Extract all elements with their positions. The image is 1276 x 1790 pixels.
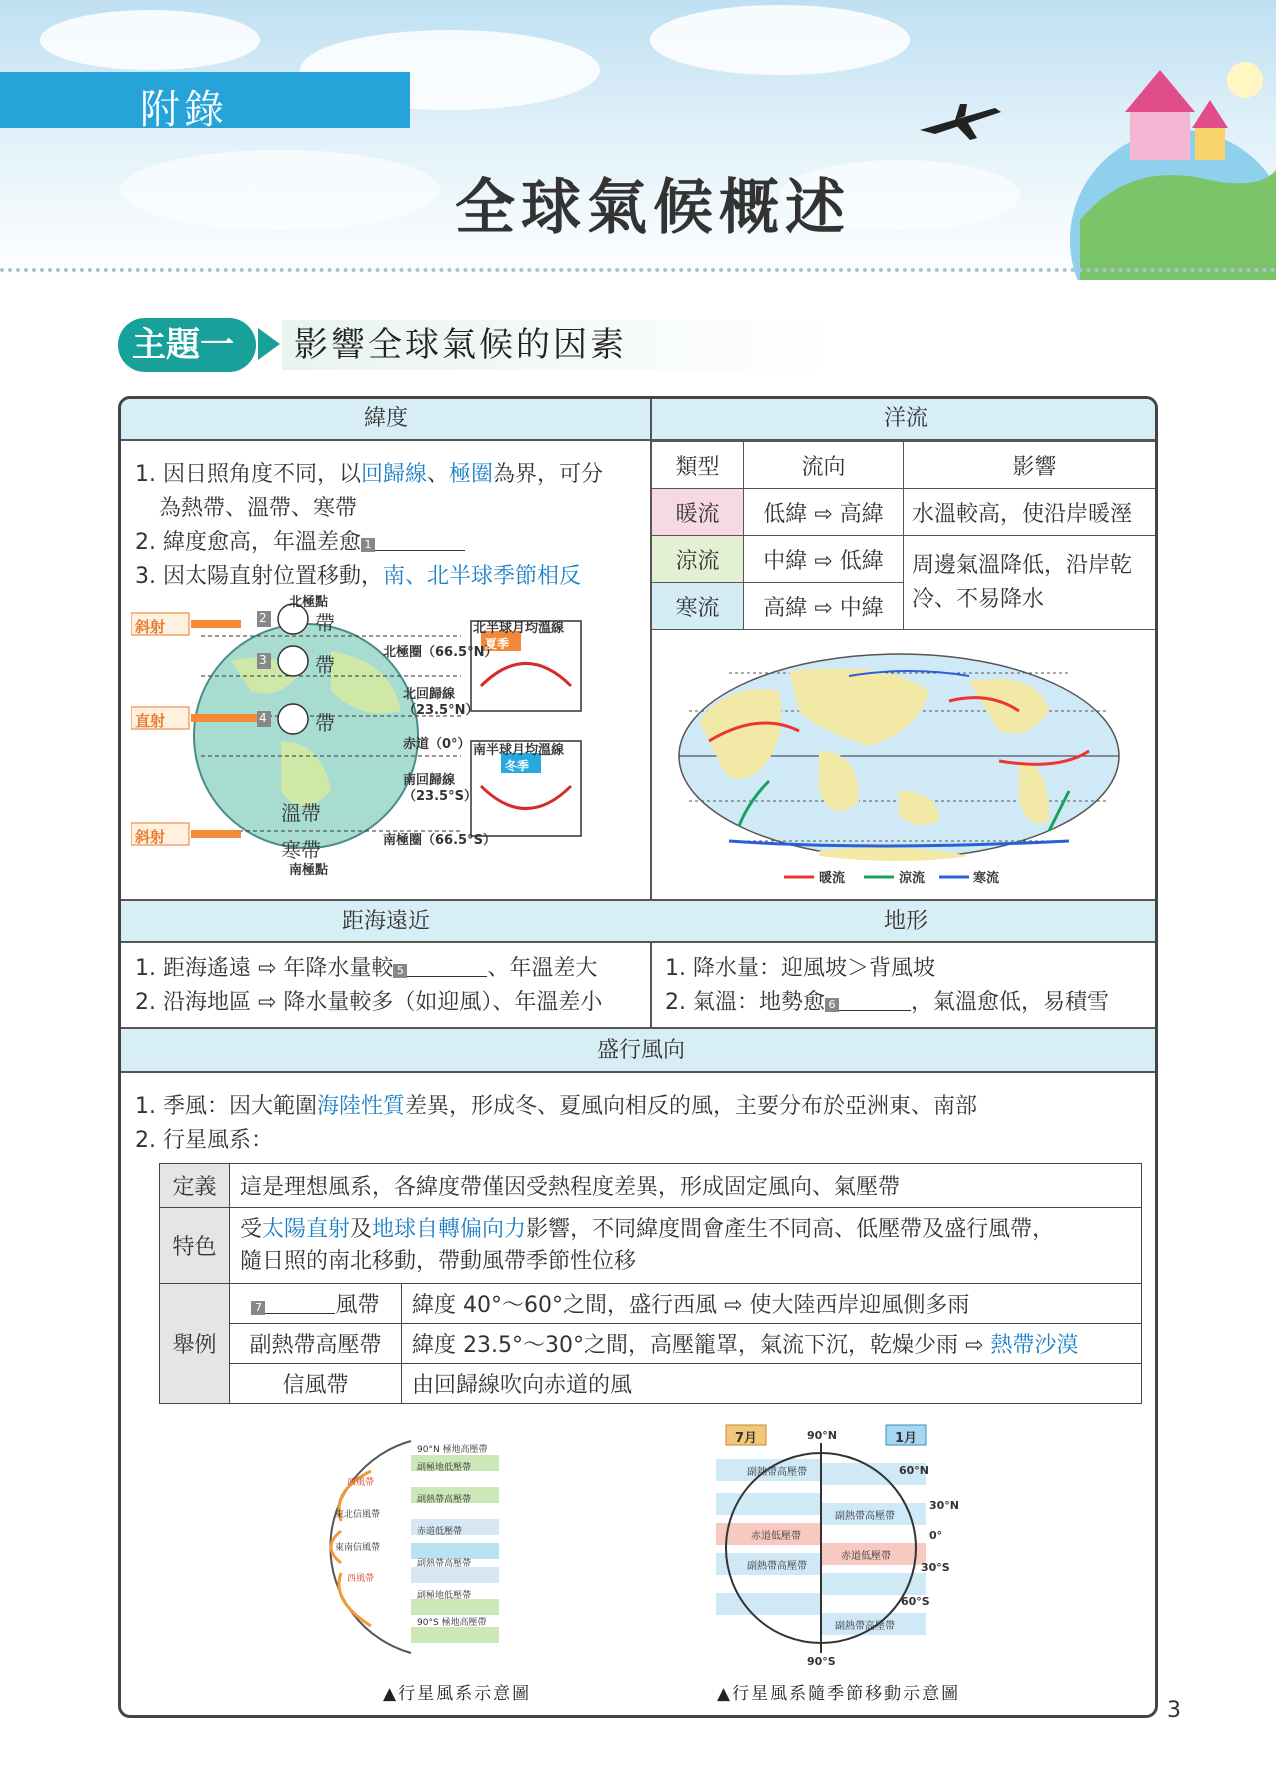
col-header: 影響 xyxy=(904,442,1159,489)
july-label: 7月 xyxy=(735,1431,758,1446)
fig2-left-label: 赤道低壓帶 xyxy=(751,1531,801,1542)
fill-blank xyxy=(375,550,465,551)
fig2-left-label: 副熱帶高壓帶 xyxy=(747,1467,807,1478)
fig2-caption: ▲行星風系隨季節移動示意圖 xyxy=(717,1684,961,1704)
dotted-divider xyxy=(0,268,1276,272)
lat-label: 0° xyxy=(929,1529,943,1542)
fig1-label: 東南信風帶 xyxy=(335,1543,381,1553)
effect-cell: 周邊氣溫降低，沿岸乾 冷、不易降水 xyxy=(904,536,1159,630)
cloud-decoration xyxy=(650,5,910,75)
winter-label: 冬季 xyxy=(505,759,530,773)
direct-label: 直射 xyxy=(135,712,166,730)
definition-label: 定義 xyxy=(160,1164,230,1208)
direction-cell: 高緯 ⇨ 中緯 xyxy=(744,583,904,630)
lat-90n: 90°N xyxy=(807,1429,838,1442)
example-desc: 緯度 23.5°～30°之間，高壓籠罩，氣流下沉，乾燥少雨 ⇨ 熱帶沙漠 xyxy=(402,1324,1142,1364)
oblique-label: 斜射 xyxy=(135,828,166,846)
north-pole-label: 北極點 xyxy=(289,595,329,610)
latitude-line-3: 3. 因太陽直射位置移動，南、北半球季節相反 xyxy=(135,564,581,589)
terrain-line-1: 1. 降水量：迎風坡＞背風坡 xyxy=(665,956,935,981)
answer-box: 2 xyxy=(259,611,267,625)
fig2-right-label: 赤道低壓帶 xyxy=(841,1551,891,1562)
temperate-label: 溫帶 xyxy=(281,801,321,825)
example-name: 信風帶 xyxy=(230,1364,402,1404)
legend-cool: 涼流 xyxy=(899,871,926,886)
topic-title: 影響全球氣候的因素 xyxy=(282,320,842,370)
answer-box: 1 xyxy=(361,538,375,552)
example-name: 7 風帶 xyxy=(230,1284,402,1324)
lat-90s: 90°S xyxy=(807,1655,836,1668)
tropic-cancer-label: 北回歸線 xyxy=(403,687,456,702)
topic-pill: 主題一 xyxy=(118,318,256,372)
wind-line-1: 1. 季風：因大範圍海陸性質差異，形成冬、夏風向相反的風，主要分布於亞洲東、南部 xyxy=(135,1094,978,1119)
fig2-left-label: 副熱帶高壓帶 xyxy=(747,1561,807,1572)
type-warm: 暖流 xyxy=(652,489,744,536)
latitude-line-2: 2. 緯度愈高，年溫差愈 1 xyxy=(135,525,465,556)
distance-line-2: 2. 沿海地區 ⇨ 降水量較多（如迎風）、年溫差小 xyxy=(135,990,603,1015)
example-desc: 緯度 40°～60°之間，盛行西風 ⇨ 使大陸西岸迎風側多雨 xyxy=(402,1284,1142,1324)
effect-cell: 水溫較高，使沿岸暖溼 xyxy=(904,489,1159,536)
wind-heading: 盛行風向 xyxy=(121,1027,1158,1073)
tropic-cancer-lat: （23.5°N） xyxy=(403,703,479,718)
type-cold: 寒流 xyxy=(652,583,744,630)
example-name: 副熱帶高壓帶 xyxy=(230,1324,402,1364)
fig1-label: 副極地低壓帶 xyxy=(417,1463,472,1473)
definition-text: 這是理想風系，各緯度帶僅因受熱程度差異，形成固定風向、氣壓帶 xyxy=(230,1164,1142,1208)
example-desc: 由回歸線吹向赤道的風 xyxy=(402,1364,1142,1404)
col-header: 類型 xyxy=(652,442,744,489)
oblique-label: 斜射 xyxy=(135,618,166,636)
lat-label: 60°N xyxy=(899,1464,930,1477)
fig1-label: 西風帶 xyxy=(347,1574,375,1584)
airplane-icon xyxy=(915,100,1005,145)
lat-label: 60°S xyxy=(901,1595,930,1608)
latitude-line-1: 1. 因日照角度不同，以回歸線、極圈為界，可分 xyxy=(135,462,604,487)
ocean-current-table xyxy=(651,441,1158,630)
fig1-label: 副熱帶高壓帶 xyxy=(417,1495,472,1505)
fill-blank xyxy=(265,1313,335,1314)
fig1-label: 90°S 極地高壓帶 xyxy=(417,1618,487,1628)
latitude-heading: 緯度 xyxy=(121,399,651,441)
distance-line-1: 1. 距海遙遠 ⇨ 年降水量較 5 、年溫差大 xyxy=(135,956,598,981)
fig2-right-label: 副熱帶高壓帶 xyxy=(835,1621,895,1632)
topic-arrow-icon xyxy=(258,328,280,360)
seasonal-wind-shift-diagram xyxy=(716,1423,946,1673)
col-header: 流向 xyxy=(744,442,904,489)
arctic-circle-label: 北極圈（66.5°N） xyxy=(383,645,498,660)
lat-label: 30°N xyxy=(929,1499,960,1512)
answer-box: 7 xyxy=(251,1301,265,1315)
page-number: 3 xyxy=(1167,1698,1181,1723)
zone-band-label: 帶 xyxy=(315,711,335,735)
appendix-label: 附錄 xyxy=(140,87,228,133)
page-header xyxy=(0,0,1276,280)
equator-label: 赤道（0°） xyxy=(403,737,471,752)
answer-box: 5 xyxy=(393,964,407,978)
distance-heading: 距海遠近 xyxy=(121,899,651,943)
content-frame xyxy=(118,396,1158,1718)
antarctic-circle-label: 南極圈（66.5°S） xyxy=(383,833,496,848)
fig1-label: 東北信風帶 xyxy=(335,1510,381,1520)
south-pole-label: 南極點 xyxy=(289,863,329,878)
tropic-capricorn-label: 南回歸線 xyxy=(403,773,456,788)
fig1-caption: ▲行星風系示意圖 xyxy=(383,1684,532,1704)
cloud-decoration xyxy=(120,150,440,230)
ocean-heading: 洋流 xyxy=(651,399,1158,441)
answer-box: 3 xyxy=(259,653,267,667)
ocean-current-map xyxy=(669,651,1144,891)
direction-cell: 中緯 ⇨ 低緯 xyxy=(744,536,904,583)
wind-line-2: 2. 行星風系： xyxy=(135,1128,273,1153)
fig1-label: 90°N 極地高壓帶 xyxy=(417,1445,488,1455)
latitude-line-1-cont: 為熱帶、溫帶、寒帶 xyxy=(159,496,358,521)
direction-cell: 低緯 ⇨ 高緯 xyxy=(744,489,904,536)
fig1-label: 西風帶 xyxy=(347,1478,375,1488)
legend-warm: 暖流 xyxy=(819,871,846,886)
tropic-capricorn-lat: （23.5°S） xyxy=(403,789,477,804)
feature-label: 特色 xyxy=(160,1208,230,1284)
fig1-label: 赤道低壓帶 xyxy=(417,1527,463,1537)
summer-label: 夏季 xyxy=(485,637,510,651)
terrain-line-2: 2. 氣溫：地勢愈 6 ，氣溫愈低，易積雪 xyxy=(665,990,1109,1015)
zone-band-label: 帶 xyxy=(315,653,335,677)
zone-band-label: 帶 xyxy=(315,611,335,635)
cloud-decoration xyxy=(40,10,260,70)
answer-box: 6 xyxy=(825,998,839,1012)
fill-blank xyxy=(839,1010,911,1011)
example-label: 舉例 xyxy=(160,1284,230,1404)
frigid-label: 寒帶 xyxy=(281,838,321,862)
page-title: 全球氣候概述 xyxy=(455,173,851,243)
type-cool: 涼流 xyxy=(652,536,744,583)
fig2-right-label: 副熱帶高壓帶 xyxy=(835,1511,895,1522)
answer-box: 4 xyxy=(259,711,267,725)
legend-cold: 寒流 xyxy=(973,871,1000,886)
feature-text: 受太陽直射及地球自轉偏向力影響，不同緯度間會產生不同高、低壓帶及盛行風帶， 隨日照的南北移動，帶動風帶季節性位移 xyxy=(230,1208,1142,1284)
fig1-label: 副極地低壓帶 xyxy=(417,1591,472,1601)
fig1-label: 副熱帶高壓帶 xyxy=(417,1559,472,1569)
lat-label: 30°S xyxy=(921,1561,950,1574)
planetary-wind-table xyxy=(159,1163,1142,1404)
fill-blank xyxy=(407,976,487,977)
nh-temp-label: 北半球月均溫線 xyxy=(473,621,565,636)
globe-castle-illustration xyxy=(1010,40,1276,280)
sh-temp-label: 南半球月均溫線 xyxy=(473,743,565,758)
january-label: 1月 xyxy=(895,1431,918,1446)
terrain-heading: 地形 xyxy=(651,899,1158,943)
